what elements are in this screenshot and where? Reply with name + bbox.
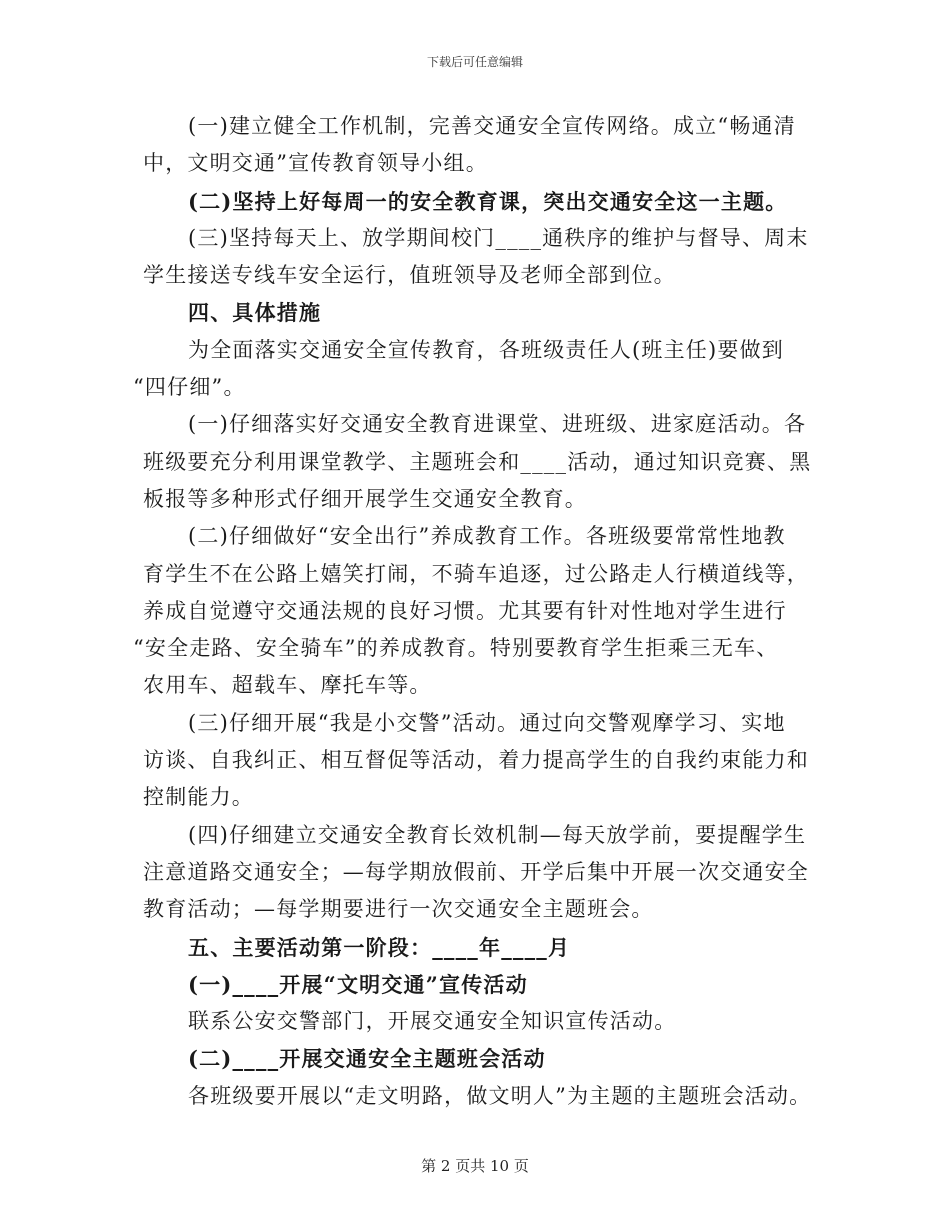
- page-number: 第 2 页共 10 页: [421, 1157, 529, 1175]
- section-heading-line: (一)____开展“文明交通”宣传活动: [188, 971, 528, 997]
- text-line: 中，文明交通”宣传教育领导小组。: [143, 151, 488, 176]
- text-line: 各班级要开展以“走文明路，做文明人”为主题的主题班会活动。: [188, 1083, 812, 1108]
- text-line: (一)仔细落实好交通安全教育进课堂、进班级、进家庭活动。各: [188, 412, 807, 437]
- section-heading-line: 五、主要活动第一阶段：____年____月: [188, 934, 571, 960]
- text-line: (四)仔细建立交通安全教育长效机制—每天放学前，要提醒学生: [188, 822, 807, 847]
- text-line: 育学生不在公路上嬉笑打闹，不骑车追逐，过公路走人行横道线等，: [143, 561, 809, 586]
- text-line: 教育活动；—每学期要进行一次交通安全主题班会。: [143, 897, 654, 922]
- text-line: (三)坚持每天上、放学期间校门____通秩序的维护与督导、周末: [188, 225, 809, 250]
- document-body: [133, 108, 823, 1115]
- text-line: “安全走路、安全骑车”的养成教育。特别要教育学生拒乘三无车、: [133, 636, 779, 661]
- text-line: (一)建立健全工作机制，完善交通安全宣传网络。成立“畅通清: [188, 114, 796, 138]
- section-heading-line: (二)坚持上好每周一的安全教育课，突出交通安全这一主题。: [188, 188, 788, 214]
- text-line: 注意道路交通安全；—每学期放假前、开学后集中开展一次交通安全: [143, 859, 809, 884]
- section-heading-line: 四、具体措施: [188, 300, 322, 326]
- text-line: 控制能力。: [143, 785, 254, 810]
- text-line: 学生接送专线车安全运行，值班领导及老师全部到位。: [143, 263, 676, 288]
- page-header-note: 下载后可任意编辑: [426, 55, 523, 69]
- text-line: 访谈、自我纠正、相互督促等活动，着力提高学生的自我约束能力和: [143, 748, 809, 773]
- text-line: 板报等多种形式仔细开展学生交通安全教育。: [143, 486, 587, 511]
- text-line: 联系公安交警部门，开展交通安全知识宣传活动。: [188, 1009, 677, 1034]
- section-heading-line: (二)____开展交通安全主题班会活动: [188, 1046, 546, 1072]
- text-line: 班级要充分利用课堂教学、主题班会和____活动，通过知识竞赛、黑: [143, 449, 812, 474]
- text-line: (三)仔细开展“我是小交警”活动。通过向交警观摩学习、实地: [188, 710, 786, 735]
- text-line: (二)仔细做好“安全出行”养成教育工作。各班级要常常性地教: [188, 524, 786, 549]
- text-line: “四仔细”。: [133, 375, 246, 400]
- text-line: 农用车、超载车、摩托车等。: [143, 673, 432, 698]
- text-line: 为全面落实交通安全宣传教育，各班级责任人(班主任)要做到: [188, 337, 784, 362]
- text-line: 养成自觉遵守交通法规的良好习惯。尤其要有针对性地对学生进行: [143, 598, 787, 623]
